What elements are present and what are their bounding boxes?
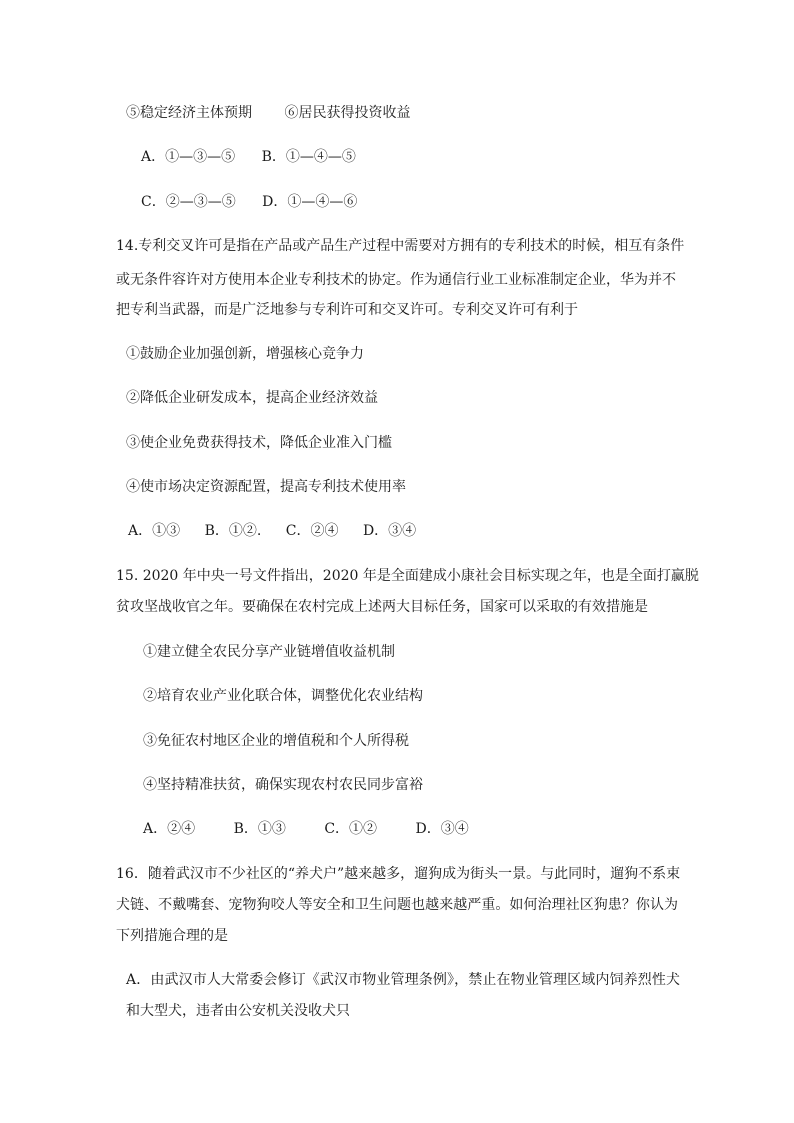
q13-option-a: A．①—③—⑤ xyxy=(141,149,236,165)
q15-stem-line-2: 贫攻坚战收官之年。要确保在农村完成上述两大目标任务，国家可以采取的有效措施是 xyxy=(116,599,648,615)
q14-stem-line-2: 或无条件容许对方使用本企业专利技术的协定。作为通信行业工业标准制定企业，华为并不 xyxy=(116,272,676,288)
q15-item-2: ②培育农业产业化联合体，调整优化农业结构 xyxy=(143,688,423,704)
q14-item-2: ②降低企业研发成本，提高企业经济效益 xyxy=(126,390,378,406)
q14-options xyxy=(128,522,416,540)
q14-item-1: ①鼓励企业加强创新，增强核心竞争力 xyxy=(126,346,364,362)
q13-item-6: ⑥居民获得投资收益 xyxy=(284,105,411,121)
q16-stem-line-1: 16．随着武汉市不少社区的“养犬户”越来越多，遛狗成为街头一景。与此同时，遛狗不系束 xyxy=(116,866,681,882)
q15-options xyxy=(143,820,469,838)
q14-option-d: D．③④ xyxy=(362,523,417,539)
q14-item-3: ③使企业免费获得技术，降低企业准入门槛 xyxy=(126,435,392,451)
q16-stem-line-3: 下列措施合理的是 xyxy=(116,928,228,944)
q15-stem-line-1: 15. 2020 年中央一号文件指出，2020 年是全面建成小康社会目标实现之年，也是全面打赢脱 xyxy=(116,568,699,584)
q15-option-a: A．②④ xyxy=(143,821,196,837)
q13-options-row-2 xyxy=(141,193,357,211)
q14-option-c: C．②④ xyxy=(285,523,339,539)
q14-option-b: B．①②. xyxy=(204,523,262,539)
q13-option-d: D．①—④—⑥ xyxy=(262,194,358,210)
q13-option-c: C．②—③—⑤ xyxy=(141,194,236,210)
q14-item-4: ④使市场决定资源配置，提高专利技术使用率 xyxy=(126,479,406,495)
q16-stem-line-2: 犬链、不戴嘴套、宠物狗咬人等安全和卫生问题也越来越严重。如何治理社区狗患？你认为 xyxy=(116,897,678,913)
q13-option-b: B．①—④—⑤ xyxy=(261,149,356,165)
q13-items-tail xyxy=(126,104,410,122)
q15-item-1: ①建立健全农民分享产业链增值收益机制 xyxy=(143,644,395,660)
q14-stem-line-3: 把专利当武器，而是广泛地参与专利许可和交叉许可。专利交叉许可有利于 xyxy=(116,302,578,318)
q15-item-4: ④坚持精准扶贫，确保实现农村农民同步富裕 xyxy=(143,777,423,793)
q15-item-3: ③免征农村地区企业的增值税和个人所得税 xyxy=(143,733,409,749)
q15-option-b: B．①③ xyxy=(233,821,286,837)
q15-option-c: C．①② xyxy=(324,821,378,837)
q13-item-5: ⑤稳定经济主体预期 xyxy=(126,105,252,121)
q13-options-row-1 xyxy=(141,148,356,166)
q16-option-a-line-1: A．由武汉市人大常委会修订《武汉市物业管理条例》，禁止在物业管理区域内饲养烈性犬 xyxy=(126,972,680,988)
q15-option-d: D．③④ xyxy=(415,821,469,837)
q14-option-a: A．①③ xyxy=(128,523,181,539)
q14-stem-line-1: 14.专利交叉许可是指在产品或产品生产过程中需要对方拥有的专利技术的时候，相互有条件 xyxy=(116,238,685,254)
q16-option-a-line-2: 和大型犬，违者由公安机关没收犬只 xyxy=(126,1003,350,1019)
